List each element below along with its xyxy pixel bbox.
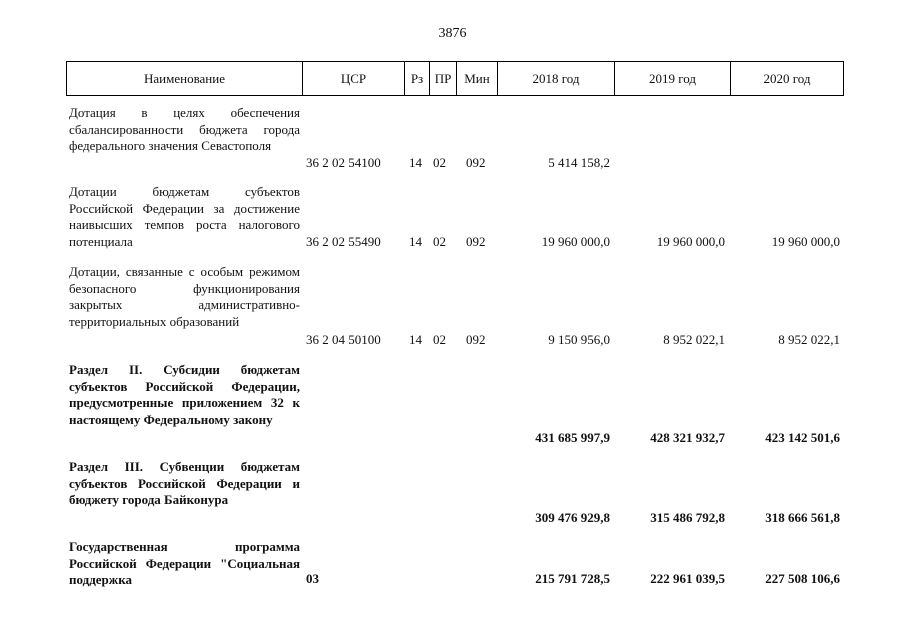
header-pr: ПР (429, 62, 456, 95)
row-name: Дотация в целях обеспечения сбалансированности бюджета города федерального значения Севастополя (69, 105, 300, 153)
row-rz: 14 (409, 234, 422, 249)
header-2019: 2019 год (614, 62, 730, 95)
section-name: Раздел II. Субсидии бюджетам субъектов Российской Федерации, предусмотренные приложением 32 к настоящему Федеральному закону (69, 362, 300, 427)
row-csr: 36 2 02 55490 (306, 234, 381, 249)
header-csr: ЦСР (302, 62, 404, 95)
row-2020: 318 666 561,8 (765, 510, 840, 525)
row-2019: 428 321 932,7 (650, 430, 725, 445)
row-2018: 431 685 997,9 (535, 430, 610, 445)
row-name: Дотации бюджетам субъектов Российской Федерации за достижение наивысших темпов роста налогового потенциала (69, 184, 300, 249)
row-2020: 19 960 000,0 (771, 234, 840, 249)
row-name: Дотации, связанные с особым режимом безопасного функционирования закрытых административно-территориальных образований (69, 264, 300, 329)
row-csr: 36 2 04 50100 (306, 332, 381, 347)
header-min: Мин (456, 62, 497, 95)
header-2018: 2018 год (497, 62, 614, 95)
row-2020: 423 142 501,6 (765, 430, 840, 445)
row-pr: 02 (433, 332, 446, 347)
row-min: 092 (466, 332, 486, 347)
row-2019: 315 486 792,8 (650, 510, 725, 525)
row-2018: 5 414 158,2 (548, 155, 610, 170)
row-2018: 309 476 929,8 (535, 510, 610, 525)
page-number: 3876 (438, 26, 467, 41)
program-name: Государственная программа Российской Федерации "Социальная поддержка (69, 539, 300, 587)
row-csr: 36 2 02 54100 (306, 155, 381, 170)
row-2020: 8 952 022,1 (778, 332, 840, 347)
header-name: Наименование (144, 71, 225, 86)
row-pr: 02 (433, 155, 446, 170)
header-rz: Рз (404, 62, 429, 95)
section-name: Раздел III. Субвенции бюджетам субъектов Российской Федерации и бюджету города Байконура (69, 459, 300, 507)
row-rz: 14 (409, 332, 422, 347)
table-header (66, 61, 844, 96)
row-2018: 19 960 000,0 (541, 234, 610, 249)
row-csr: 03 (306, 571, 319, 586)
row-2019: 8 952 022,1 (663, 332, 725, 347)
row-2020: 227 508 106,6 (765, 571, 840, 586)
row-pr: 02 (433, 234, 446, 249)
row-min: 092 (466, 234, 486, 249)
row-min: 092 (466, 155, 486, 170)
row-2019: 19 960 000,0 (656, 234, 725, 249)
header-2020: 2020 год (730, 62, 843, 95)
row-2019: 222 961 039,5 (650, 571, 725, 586)
row-2018: 215 791 728,5 (535, 571, 610, 586)
row-2018: 9 150 956,0 (548, 332, 610, 347)
row-rz: 14 (409, 155, 422, 170)
